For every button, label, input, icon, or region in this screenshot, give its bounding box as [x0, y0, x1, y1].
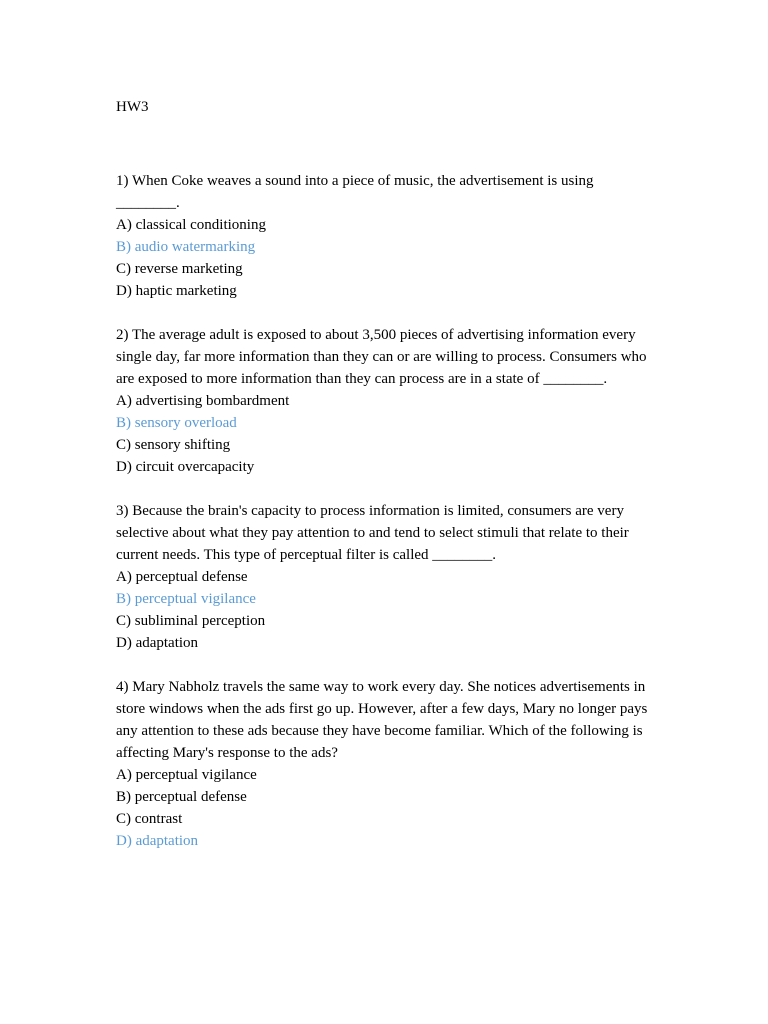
- answer-option-a: A) perceptual defense: [116, 569, 248, 585]
- answer-option-c: C) contrast: [116, 811, 183, 827]
- answer-option-d: D) circuit overcapacity: [116, 459, 255, 475]
- question-4: [116, 676, 656, 852]
- answer-option-d: D) adaptation: [116, 635, 199, 651]
- question-3: [116, 500, 656, 654]
- question-stem: 3) Because the brain's capacity to process information is limited, consumers are very selective about what they pay attention to and tend to select stimuli that relate to their current needs. This type of perceptual filter is called ________.: [116, 503, 629, 563]
- answer-option-c: C) subliminal perception: [116, 613, 266, 629]
- question-2: [116, 324, 656, 478]
- answer-option-d-correct: D) adaptation: [116, 833, 199, 849]
- answer-option-b: B) perceptual defense: [116, 789, 247, 805]
- document-page: [116, 97, 656, 874]
- document-title: HW3: [116, 99, 149, 115]
- answer-option-b-correct: B) sensory overload: [116, 415, 237, 431]
- answer-option-a: A) advertising bombardment: [116, 393, 290, 409]
- answer-option-a: A) classical conditioning: [116, 217, 266, 233]
- question-1: [116, 170, 656, 302]
- answer-option-a: A) perceptual vigilance: [116, 767, 257, 783]
- answer-option-b-correct: B) audio watermarking: [116, 239, 256, 255]
- question-stem: 4) Mary Nabholz travels the same way to work every day. She notices advertisements in store windows when the ads first go up. However, after a few days, Mary no longer pays any attention to these ads because they have become familiar. Which of the following is affecting Mary's response to the ads?: [116, 679, 648, 761]
- answer-option-b-correct: B) perceptual vigilance: [116, 591, 256, 607]
- question-stem: 2) The average adult is exposed to about 3,500 pieces of advertising information every single day, far more information than they can or are willing to process. Consumers who are exposed to more information than they can process are in a state of ________.: [116, 327, 647, 387]
- question-stem: 1) When Coke weaves a sound into a piece of music, the advertisement is using ________.: [116, 173, 594, 211]
- answer-option-c: C) sensory shifting: [116, 437, 231, 453]
- answer-option-d: D) haptic marketing: [116, 283, 237, 299]
- answer-option-c: C) reverse marketing: [116, 261, 243, 277]
